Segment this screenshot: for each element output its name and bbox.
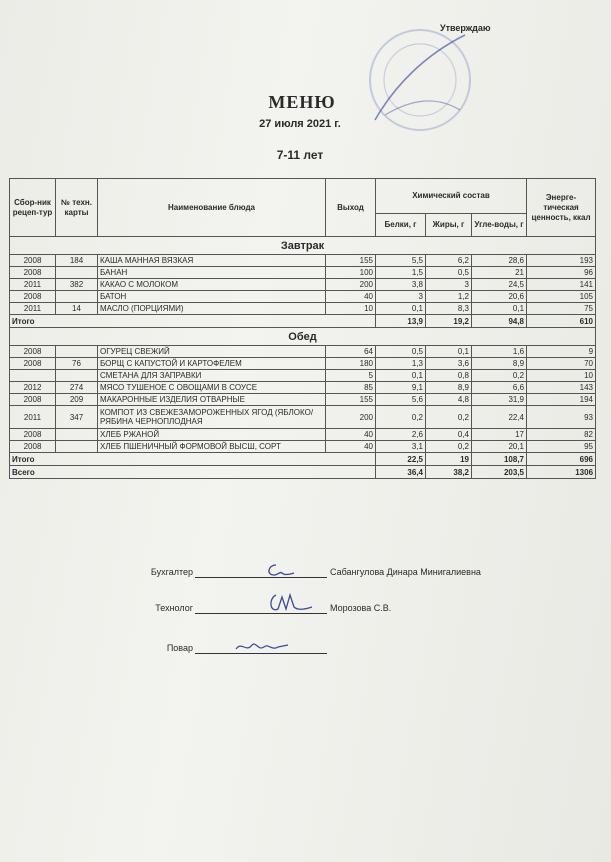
tech-card-cell [56, 291, 98, 303]
carbs-cell: 21 [472, 267, 527, 279]
collection-cell: 2012 [10, 382, 56, 394]
signature-line [195, 577, 327, 578]
signature-scribble [232, 639, 292, 655]
collection-cell [10, 370, 56, 382]
role-label: Повар [166, 643, 193, 653]
fat-cell: 0,4 [426, 429, 472, 441]
dish-cell: БАТОН [98, 291, 326, 303]
collection-cell: 2008 [10, 394, 56, 406]
dish-cell: МАСЛО (ПОРЦИЯМИ) [98, 303, 326, 315]
total-value: 19,2 [426, 315, 472, 328]
fat-cell: 4,8 [426, 394, 472, 406]
tech-card-cell [56, 267, 98, 279]
total-row [10, 453, 596, 466]
energy-cell: 70 [527, 358, 596, 370]
fat-cell: 8,3 [426, 303, 472, 315]
total-row [10, 466, 596, 479]
total-row [10, 315, 596, 328]
carbs-cell: 8,9 [472, 358, 527, 370]
energy-cell: 96 [527, 267, 596, 279]
table-row [10, 279, 596, 291]
energy-cell: 105 [527, 291, 596, 303]
fat-cell: 0,8 [426, 370, 472, 382]
dish-cell: БОРЩ С КАПУСТОЙ И КАРТОФЕЛЕМ [98, 358, 326, 370]
fat-cell: 0,5 [426, 267, 472, 279]
fat-cell: 0,2 [426, 441, 472, 453]
protein-cell: 9,1 [376, 382, 426, 394]
carbs-cell: 22,4 [472, 406, 527, 429]
yield-cell: 40 [326, 429, 376, 441]
dish-cell: БАНАН [98, 267, 326, 279]
dish-cell: КАША МАННАЯ ВЯЗКАЯ [98, 255, 326, 267]
yield-cell: 85 [326, 382, 376, 394]
yield-cell: 155 [326, 255, 376, 267]
yield-cell: 200 [326, 279, 376, 291]
dish-cell: МАКАРОННЫЕ ИЗДЕЛИЯ ОТВАРНЫЕ [98, 394, 326, 406]
collection-cell: 2008 [10, 255, 56, 267]
total-value: 203,5 [472, 466, 527, 479]
yield-cell: 40 [326, 291, 376, 303]
table-row [10, 303, 596, 315]
protein-cell: 0,1 [376, 370, 426, 382]
collection-cell: 2008 [10, 441, 56, 453]
dish-cell: ОГУРЕЦ СВЕЖИЙ [98, 346, 326, 358]
table-row [10, 370, 596, 382]
menu-date: 27 июля 2021 г. [259, 118, 341, 130]
collection-cell: 2011 [10, 406, 56, 429]
tech-card-cell [56, 346, 98, 358]
dish-cell: КАКАО С МОЛОКОМ [98, 279, 326, 291]
dish-cell: МЯСО ТУШЕНОЕ С ОВОЩАМИ В СОУСЕ [98, 382, 326, 394]
section-header [10, 328, 596, 346]
col-yield: Выход [326, 179, 376, 237]
protein-cell: 1,5 [376, 267, 426, 279]
fat-cell: 3,6 [426, 358, 472, 370]
table-row [10, 267, 596, 279]
carbs-cell: 1,6 [472, 346, 527, 358]
fat-cell: 8,9 [426, 382, 472, 394]
table-row [10, 394, 596, 406]
yield-cell: 40 [326, 441, 376, 453]
dish-cell: СМЕТАНА ДЛЯ ЗАПРАВКИ [98, 370, 326, 382]
energy-cell: 10 [527, 370, 596, 382]
carbs-cell: 31,9 [472, 394, 527, 406]
total-label: Итого [10, 315, 376, 328]
carbs-cell: 24,5 [472, 279, 527, 291]
total-label: Всего [10, 466, 376, 479]
total-value: 38,2 [426, 466, 472, 479]
total-value: 36,4 [376, 466, 426, 479]
energy-cell: 141 [527, 279, 596, 291]
total-value: 13,9 [376, 315, 426, 328]
protein-cell: 0,2 [376, 406, 426, 429]
header-row [10, 179, 596, 214]
total-label: Итого [10, 453, 376, 466]
col-carbs: Угле-воды, г [472, 214, 527, 237]
carbs-cell: 20,1 [472, 441, 527, 453]
section-title: Завтрак [10, 237, 596, 255]
table-row [10, 429, 596, 441]
col-fat: Жиры, г [426, 214, 472, 237]
protein-cell: 0,1 [376, 303, 426, 315]
collection-cell: 2008 [10, 429, 56, 441]
person-name: Сабангулова Динара Минигалиевна [330, 567, 481, 577]
energy-cell: 9 [527, 346, 596, 358]
energy-cell: 95 [527, 441, 596, 453]
yield-cell: 100 [326, 267, 376, 279]
table-body [10, 237, 596, 479]
dish-cell: КОМПОТ ИЗ СВЕЖЕЗАМОРОЖЕННЫХ ЯГОД (ЯБЛОКО/РЯБИНА ЧЕРНОПЛОДНАЯ [98, 406, 326, 429]
fat-cell: 0,1 [426, 346, 472, 358]
energy-cell: 143 [527, 382, 596, 394]
yield-cell: 155 [326, 394, 376, 406]
table-row [10, 291, 596, 303]
energy-cell: 193 [527, 255, 596, 267]
age-group: 7-11 лет [276, 148, 324, 162]
collection-cell: 2011 [10, 303, 56, 315]
yield-cell: 200 [326, 406, 376, 429]
table-row [10, 441, 596, 453]
tech-card-cell: 184 [56, 255, 98, 267]
table-row [10, 255, 596, 267]
page-title: МЕНЮ [268, 92, 336, 112]
protein-cell: 5,5 [376, 255, 426, 267]
carbs-cell: 17 [472, 429, 527, 441]
yield-cell: 180 [326, 358, 376, 370]
approval-heading: Утверждаю [440, 23, 491, 33]
collection-cell: 2008 [10, 267, 56, 279]
protein-cell: 5,6 [376, 394, 426, 406]
col-collection: Сбор-ник рецеп-тур [10, 179, 56, 237]
yield-cell: 5 [326, 370, 376, 382]
fat-cell: 0,2 [426, 406, 472, 429]
tech-card-cell: 382 [56, 279, 98, 291]
tech-card-cell: 14 [56, 303, 98, 315]
col-tech-card: № техн. карты [56, 179, 98, 237]
tech-card-cell: 76 [56, 358, 98, 370]
total-value: 610 [527, 315, 596, 328]
total-value: 19 [426, 453, 472, 466]
table-row [10, 346, 596, 358]
total-value: 108,7 [472, 453, 527, 466]
total-value: 1306 [527, 466, 596, 479]
total-value: 696 [527, 453, 596, 466]
protein-cell: 3,8 [376, 279, 426, 291]
fat-cell: 6,2 [426, 255, 472, 267]
col-protein: Белки, г [376, 214, 426, 237]
protein-cell: 1,3 [376, 358, 426, 370]
role-label: Бухгалтер [150, 567, 193, 577]
energy-cell: 82 [527, 429, 596, 441]
tech-card-cell [56, 441, 98, 453]
energy-cell: 93 [527, 406, 596, 429]
section-header [10, 237, 596, 255]
table-row [10, 406, 596, 429]
signature-scribble [262, 561, 298, 579]
carbs-cell: 0,2 [472, 370, 527, 382]
protein-cell: 3 [376, 291, 426, 303]
total-value: 22,5 [376, 453, 426, 466]
carbs-cell: 0,1 [472, 303, 527, 315]
menu-table [9, 178, 596, 479]
carbs-cell: 6,6 [472, 382, 527, 394]
collection-cell: 2008 [10, 346, 56, 358]
collection-cell: 2008 [10, 291, 56, 303]
person-name: Морозова С.В. [330, 603, 392, 613]
dish-cell: ХЛЕБ РЖАНОЙ [98, 429, 326, 441]
yield-cell: 64 [326, 346, 376, 358]
tech-card-cell: 209 [56, 394, 98, 406]
energy-cell: 194 [527, 394, 596, 406]
energy-cell: 75 [527, 303, 596, 315]
protein-cell: 3,1 [376, 441, 426, 453]
carbs-cell: 28,6 [472, 255, 527, 267]
collection-cell: 2011 [10, 279, 56, 291]
tech-card-cell [56, 429, 98, 441]
dish-cell: ХЛЕБ ПШЕНИЧНЫЙ ФОРМОВОЙ ВЫСШ, СОРТ [98, 441, 326, 453]
fat-cell: 1,2 [426, 291, 472, 303]
carbs-cell: 20,6 [472, 291, 527, 303]
col-dish: Наименование блюда [98, 179, 326, 237]
tech-card-cell: 347 [56, 406, 98, 429]
total-value: 94,8 [472, 315, 527, 328]
tech-card-cell [56, 370, 98, 382]
protein-cell: 0,5 [376, 346, 426, 358]
role-label: Технолог [155, 603, 193, 613]
yield-cell: 10 [326, 303, 376, 315]
protein-cell: 2,6 [376, 429, 426, 441]
fat-cell: 3 [426, 279, 472, 291]
collection-cell: 2008 [10, 358, 56, 370]
col-chem: Химический состав [376, 179, 527, 214]
table-row [10, 358, 596, 370]
tech-card-cell: 274 [56, 382, 98, 394]
signature-scribble [266, 589, 316, 617]
table-row [10, 382, 596, 394]
section-title: Обед [10, 328, 596, 346]
col-energy: Энерге-тическая ценность, ккал [527, 179, 596, 237]
